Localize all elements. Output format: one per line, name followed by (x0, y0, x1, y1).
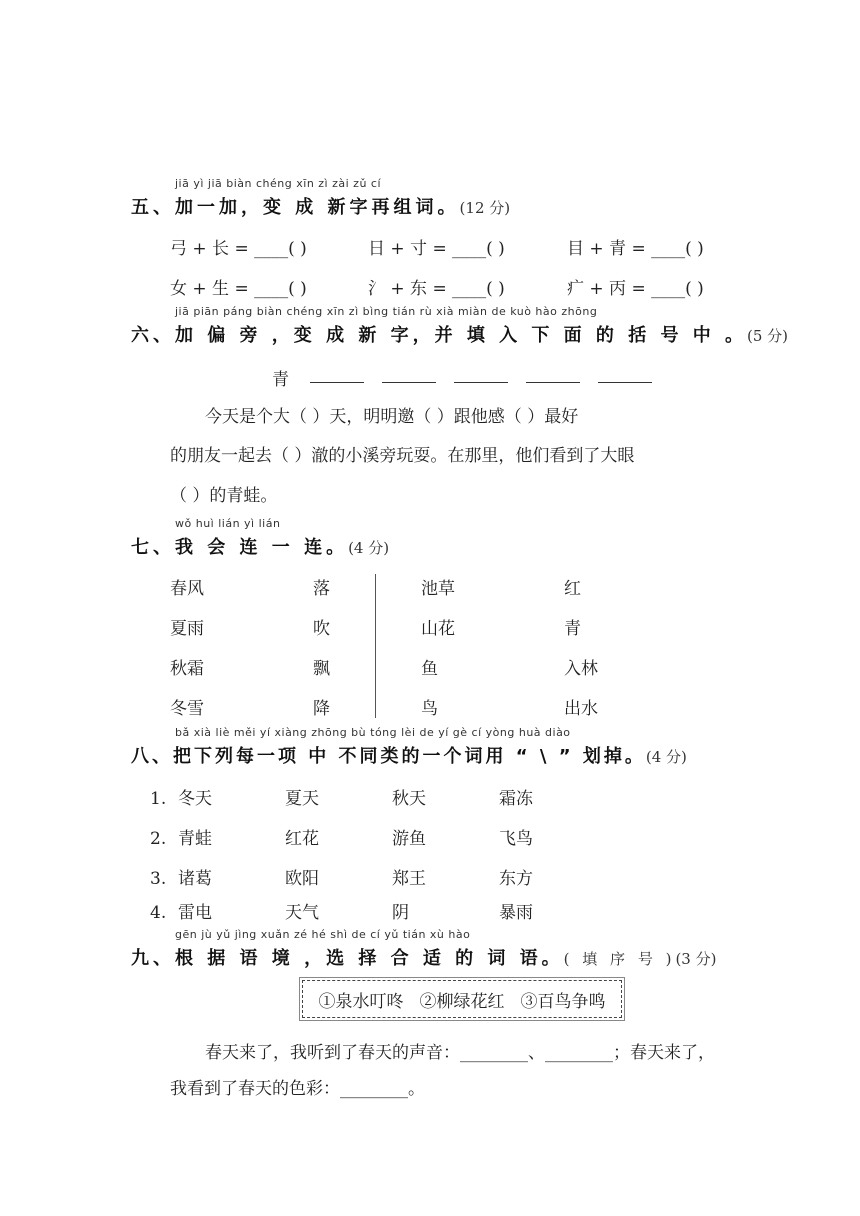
sec5-title (131, 193, 510, 219)
sec7-right-a-4[interactable]: 鸟 (421, 699, 438, 719)
sec6-para-line3: （ ）的青蛙。 (170, 486, 278, 506)
sec6-title-text: 六、加 偏 旁 ，变 成 新 字，并 填 入 下 面 的 括 号 中 。 (131, 325, 747, 346)
sec8-row-3-w4[interactable]: 东方 (499, 869, 533, 889)
sec8-pinyin: bǎ xià liè měi yí xiàng zhōng bù tóng lèi de yí gè cí yòng huà diào (175, 726, 571, 739)
sec6-score: (5 分) (747, 327, 789, 345)
sec7-title-text: 七、我 会 连 一 连。 (131, 537, 349, 558)
sec5-row1-item2[interactable]: 日 + 寸 = ____( ) (368, 239, 505, 259)
sec6-para-line2: 的朋友一起去（ ）澈的小溪旁玩耍。在那里，他们看到了大眼 (170, 446, 635, 466)
sec8-row-3-w3[interactable]: 郑王 (392, 869, 426, 889)
sec8-row-1-w1[interactable]: 冬天 (178, 789, 212, 809)
sec8-row-1-w2[interactable]: 夏天 (285, 789, 319, 809)
sec8-row-2-num: 2. (150, 829, 167, 849)
sec6-title (131, 321, 788, 347)
sec8-row-2 (150, 824, 533, 849)
sec7-left-b-2[interactable]: 吹 (313, 619, 330, 639)
sec8-row-4-w1[interactable]: 雷电 (178, 903, 212, 923)
sec6-blank-4[interactable] (526, 364, 580, 383)
sec8-row-3-w2[interactable]: 欧阳 (285, 869, 319, 889)
sec9-option-2: ②柳绿花红 (419, 991, 505, 1012)
sec8-row-1 (150, 784, 533, 809)
sec8-row-3 (150, 864, 533, 889)
sec8-title (131, 742, 687, 768)
sec7-left-b-4[interactable]: 降 (313, 699, 330, 719)
sec6-blank-1[interactable] (310, 364, 364, 383)
sec8-row-4-w3[interactable]: 阴 (392, 903, 409, 923)
sec7-pinyin: wǒ huì lián yì lián (175, 517, 281, 530)
sec7-left-b-3[interactable]: 飘 (313, 659, 330, 679)
sec8-title-text: 八、把下列每一项 中 不同类的一个词用 “ \ ” 划掉。 (131, 746, 646, 767)
sec5-row2-item3[interactable]: 疒 + 丙 = ____( ) (567, 279, 704, 299)
sec7-title (131, 533, 389, 559)
sec9-options-box (302, 980, 622, 1018)
sec7-score: (4 分) (348, 539, 390, 557)
sec9-fill-note: ( 填 序 号 ) (563, 950, 676, 968)
sec8-row-3-num: 3. (150, 869, 167, 889)
sec8-row-2-w1[interactable]: 青蛙 (178, 829, 212, 849)
sec9-para-line1: 春天来了，我听到了春天的声音：________、________；春天来了， (205, 1043, 715, 1063)
sec7-right-b-3[interactable]: 入林 (564, 659, 598, 679)
sec7-right-a-2[interactable]: 山花 (421, 619, 455, 639)
sec9-option-3: ③百鸟争鸣 (520, 991, 606, 1012)
sec8-row-2-w3[interactable]: 游鱼 (392, 829, 426, 849)
sec5-row1-item1[interactable]: 弓 + 长 = ____( ) (170, 239, 307, 259)
sec6-blank-5[interactable] (598, 364, 652, 383)
sec5-pinyin: jiā yì jiā biàn chéng xīn zì zài zǔ cí (175, 177, 382, 190)
sec8-row-2-w2[interactable]: 红花 (285, 829, 319, 849)
sec8-row-1-num: 1. (150, 789, 167, 809)
sec6-blanks (310, 364, 652, 383)
sec7-divider (375, 574, 376, 718)
sec8-row-1-w4[interactable]: 霜冻 (499, 789, 533, 809)
sec7-left-a-4[interactable]: 冬雪 (170, 699, 204, 719)
sec5-row1-item3[interactable]: 目 + 青 = ____( ) (567, 239, 704, 259)
sec8-row-4 (150, 898, 533, 923)
sec6-pinyin: jiā piān páng biàn chéng xīn zì bìng tián rù xià miàn de kuò hào zhōng (175, 305, 598, 318)
sec5-title-text: 五、加一加，变 成 新字再组词。 (131, 197, 460, 218)
sec7-right-a-1[interactable]: 池草 (421, 579, 455, 599)
sec8-row-1-w3[interactable]: 秋天 (392, 789, 426, 809)
sec8-row-4-w2[interactable]: 天气 (285, 903, 319, 923)
sec7-left-a-3[interactable]: 秋霜 (170, 659, 204, 679)
sec9-para-line2: 我看到了春天的色彩：________。 (170, 1079, 425, 1099)
sec5-row2-item2[interactable]: 氵 + 东 = ____( ) (368, 279, 505, 299)
sec9-title (131, 944, 716, 970)
sec7-right-b-4[interactable]: 出水 (564, 699, 598, 719)
sec7-right-b-2[interactable]: 青 (564, 619, 581, 639)
sec7-left-a-1[interactable]: 春风 (170, 579, 204, 599)
sec9-title-text: 九、根 据 语 境 ，选 择 合 适 的 词 语。 (131, 948, 564, 969)
sec6-char: 青 (272, 370, 289, 390)
sec7-right-a-3[interactable]: 鱼 (421, 659, 438, 679)
sec7-left-a-2[interactable]: 夏雨 (170, 619, 204, 639)
sec8-row-4-num: 4. (150, 903, 167, 923)
sec7-right-b-1[interactable]: 红 (564, 579, 581, 599)
sec5-row2-item1[interactable]: 女 + 生 = ____( ) (170, 279, 307, 299)
sec9-score: (3 分) (675, 950, 717, 968)
sec6-blank-2[interactable] (382, 364, 436, 383)
sec6-para-line1: 今天是个大（ ）天，明明邀（ ）跟他感（ ）最好 (205, 407, 579, 427)
sec8-score: (4 分) (645, 748, 687, 766)
sec9-option-1: ①泉水叮咚 (318, 991, 404, 1012)
sec9-pinyin: gēn jù yǔ jìng xuǎn zé hé shì de cí yǔ tián xù hào (175, 928, 471, 941)
sec8-row-4-w4[interactable]: 暴雨 (499, 903, 533, 923)
sec5-score: (12 分) (459, 199, 511, 217)
sec8-row-3-w1[interactable]: 诸葛 (178, 869, 212, 889)
sec8-row-2-w4[interactable]: 飞鸟 (499, 829, 533, 849)
sec6-blank-3[interactable] (454, 364, 508, 383)
sec7-left-b-1[interactable]: 落 (313, 579, 330, 599)
